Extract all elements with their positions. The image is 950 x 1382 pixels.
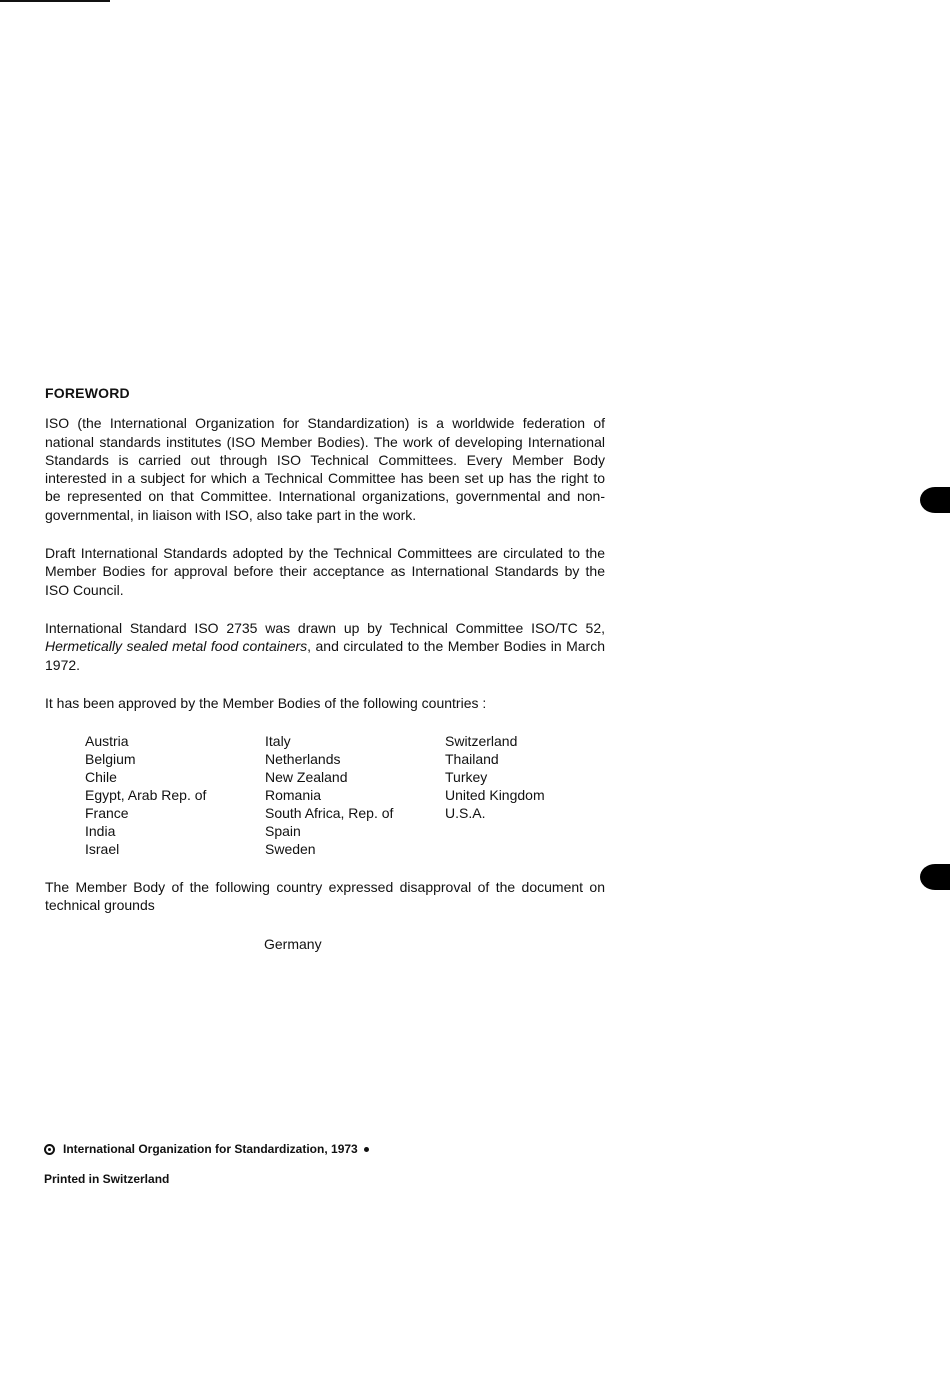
country-item: Belgium [85,751,136,768]
country-item: Israel [85,841,120,858]
country-item: United Kingdom [445,787,545,804]
foreword-section [45,384,605,953]
country-item: South Africa, Rep. of [265,805,394,822]
country-item: Turkey [445,769,488,786]
foreword-paragraph-drafts: Draft International Standards adopted by the Technical Committees are circulated to the Member Bodies for approval before their acceptance as International Standards by the ISO Council. [45,545,605,598]
country-item: Switzerland [445,733,518,750]
country-item: Romania [265,787,322,804]
countries-column-3 [445,732,605,858]
countries-column-1 [85,732,265,858]
foreword-paragraph-iso: ISO (the International Organization for Standardization) is a worldwide federation of national standards institutes (ISO Member Bodies). The work of developing International Standards is carried out through ISO Technical Committees. Every Member Body interested in a subject for which a Technical Committee has been set up has the right to be represented on that Committee. International organizations, governmental and non-governmental, in liaison with ISO, also take part in the work. [45,415,605,523]
country-item: France [85,805,129,822]
copyright-text: International Organization for Standardization, 1973 [63,1142,358,1156]
country-item: Sweden [265,841,316,858]
standard-text-post: , and circulated to the Member Bodies in March 1972. [45,638,605,673]
country-item: Chile [85,769,117,786]
footer [44,1141,369,1187]
printed-in: Printed in Switzerland [44,1172,170,1186]
foreword-paragraph-disapproval: The Member Body of the following country expressed disapproval of the document on technical grounds [45,879,605,914]
copyright-icon [44,1144,55,1155]
country-item: Netherlands [265,751,341,768]
foreword-paragraph-approval: It has been approved by the Member Bodies of the following countries : [45,694,487,711]
country-item: Egypt, Arab Rep. of [85,787,207,804]
foreword-heading: FOREWORD [45,385,130,401]
approving-countries-list [85,732,605,858]
country-item: Thailand [445,751,499,768]
country-item: New Zealand [265,769,348,786]
country-item: U.S.A. [445,805,486,822]
committee-title: Hermetically sealed metal food containers [45,638,308,655]
punch-hole-mark [920,487,950,513]
bullet-icon [364,1147,369,1152]
country-item: Spain [265,823,301,840]
countries-column-2 [265,732,445,858]
country-item: Austria [85,733,129,750]
disapproving-country: Germany [264,935,322,952]
foreword-paragraph-standard [45,619,605,674]
standard-text-pre: International Standard ISO 2735 was drawn up by Technical Committee ISO/TC 52, [45,619,605,636]
top-rule [0,0,110,2]
punch-hole-mark [920,864,950,890]
country-item: India [85,823,116,840]
country-item: Italy [265,733,291,750]
copyright-line [44,1141,369,1157]
